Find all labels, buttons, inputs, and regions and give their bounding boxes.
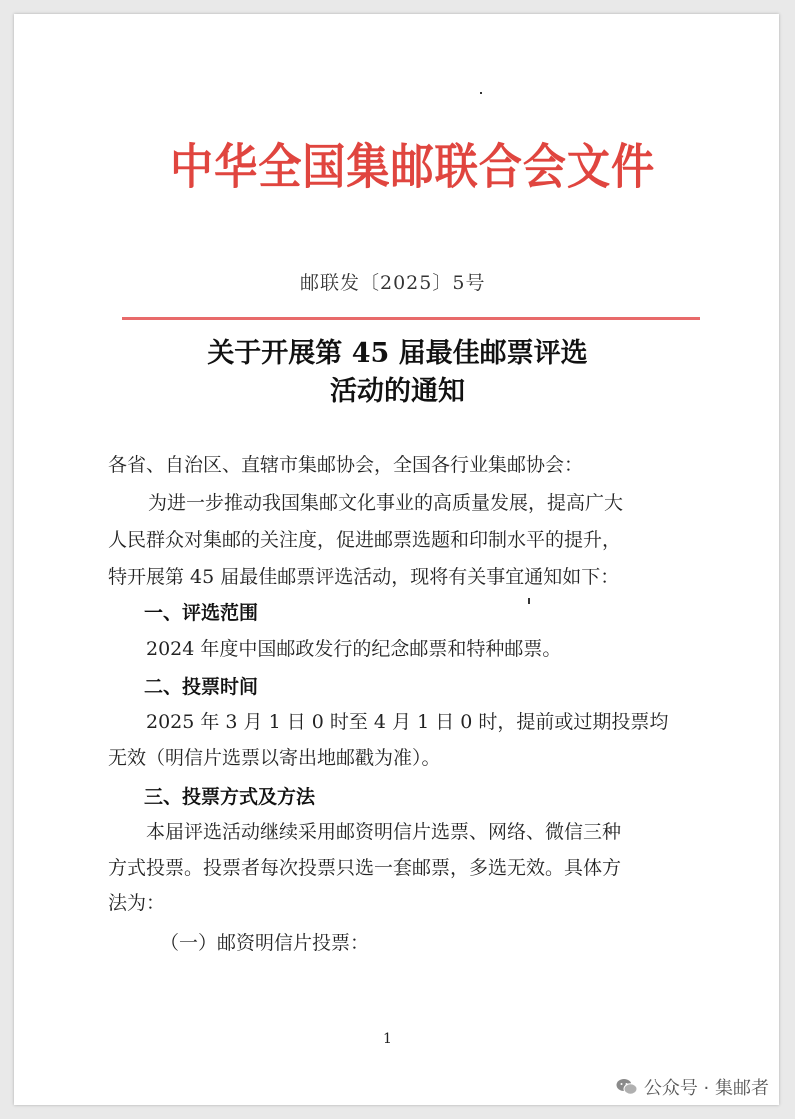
subsection-1-heading: （一）邮资明信片投票： [160, 932, 370, 954]
addressee-line: 各省、自治区、直辖市集邮协会，全国各行业集邮协会： [108, 454, 584, 476]
document-number: 邮联发〔2025〕5号 [300, 272, 486, 294]
notice-title [0, 335, 795, 411]
section-3-line-2: 方式投票。投票者每次投票只选一套邮票，多选无效。具体方 [108, 857, 622, 879]
scan-speck [528, 598, 530, 604]
section-1-text: 2024 年度中国邮政发行的纪念邮票和特种邮票。 [146, 638, 562, 660]
intro-line-3: 特开展第 45 届最佳邮票评选活动，现将有关事宜通知如下： [108, 566, 620, 588]
section-2-line-2: 无效（明信片选票以寄出地邮戳为准）。 [108, 747, 441, 769]
intro-line-1: 为进一步推动我国集邮文化事业的高质量发展，提高广大 [148, 492, 624, 514]
section-2-line-1: 2025 年 3 月 1 日 0 时至 4 月 1 日 0 时，提前或过期投票均 [146, 711, 669, 733]
wechat-icon [616, 1078, 638, 1096]
scan-speck [480, 92, 482, 94]
watermark-text: 公众号 · 集邮者 [643, 1078, 769, 1099]
notice-title-line-1: 关于开展第 45 届最佳邮票评选 [207, 338, 588, 369]
intro-line-2: 人民群众对集邮的关注度，促进邮票选题和印制水平的提升， [108, 529, 622, 551]
section-1-heading: 一、评选范围 [144, 602, 259, 624]
red-divider-line [122, 317, 700, 320]
notice-title-line-2: 活动的通知 [330, 376, 465, 407]
section-3-line-3: 法为： [108, 892, 166, 914]
page-marker: 1 [383, 1031, 392, 1047]
watermark [616, 1074, 769, 1100]
org-header-title: 中华全国集邮联合会文件 [170, 139, 656, 195]
section-3-line-1: 本届评选活动继续采用邮资明信片选票、网络、微信三种 [146, 821, 622, 843]
section-3-heading: 三、投票方式及方法 [144, 786, 316, 808]
section-2-heading: 二、投票时间 [144, 676, 259, 698]
